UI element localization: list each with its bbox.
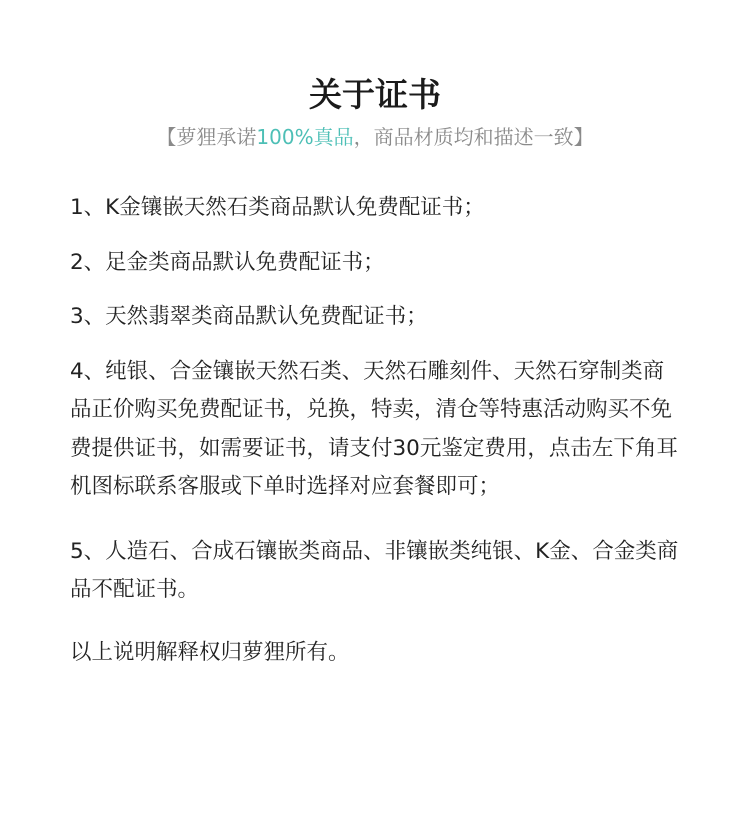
rule-item-3: 3、天然翡翠类商品默认免费配证书；	[70, 304, 428, 329]
authenticity-promise	[70, 123, 680, 151]
rule-item-4: 4、纯银、合金镶嵌天然石类、天然石雕刻件、天然石穿制类商品正价购买免费配证书，兑换，特卖，清仓等特惠活动购买不免费提供证书，如需要证书，请支付30元鉴定费用，点击左下角耳机图标联系客服或下单时选择对应套餐即可；	[70, 358, 678, 499]
promise-prefix: 【萝狸承诺	[156, 125, 257, 149]
page-title: 关于证书	[309, 75, 441, 114]
rule-item-5: 5、人造石、合成石镶嵌类商品、非镶嵌类纯银、K金、合金类商品不配证书。	[70, 538, 679, 602]
promise-suffix: ，商品材质均和描述一致】	[353, 125, 594, 149]
certificate-rules-list	[70, 189, 680, 610]
rule-item-1: 1、K金镶嵌天然石类商品默认免费配证书；	[70, 195, 485, 220]
interpretation-notice: 以上说明解释权归萝狸所有。	[70, 639, 350, 665]
rule-item-2: 2、足金类商品默认免费配证书；	[70, 249, 385, 275]
promise-highlight: 100%真品	[256, 125, 354, 149]
